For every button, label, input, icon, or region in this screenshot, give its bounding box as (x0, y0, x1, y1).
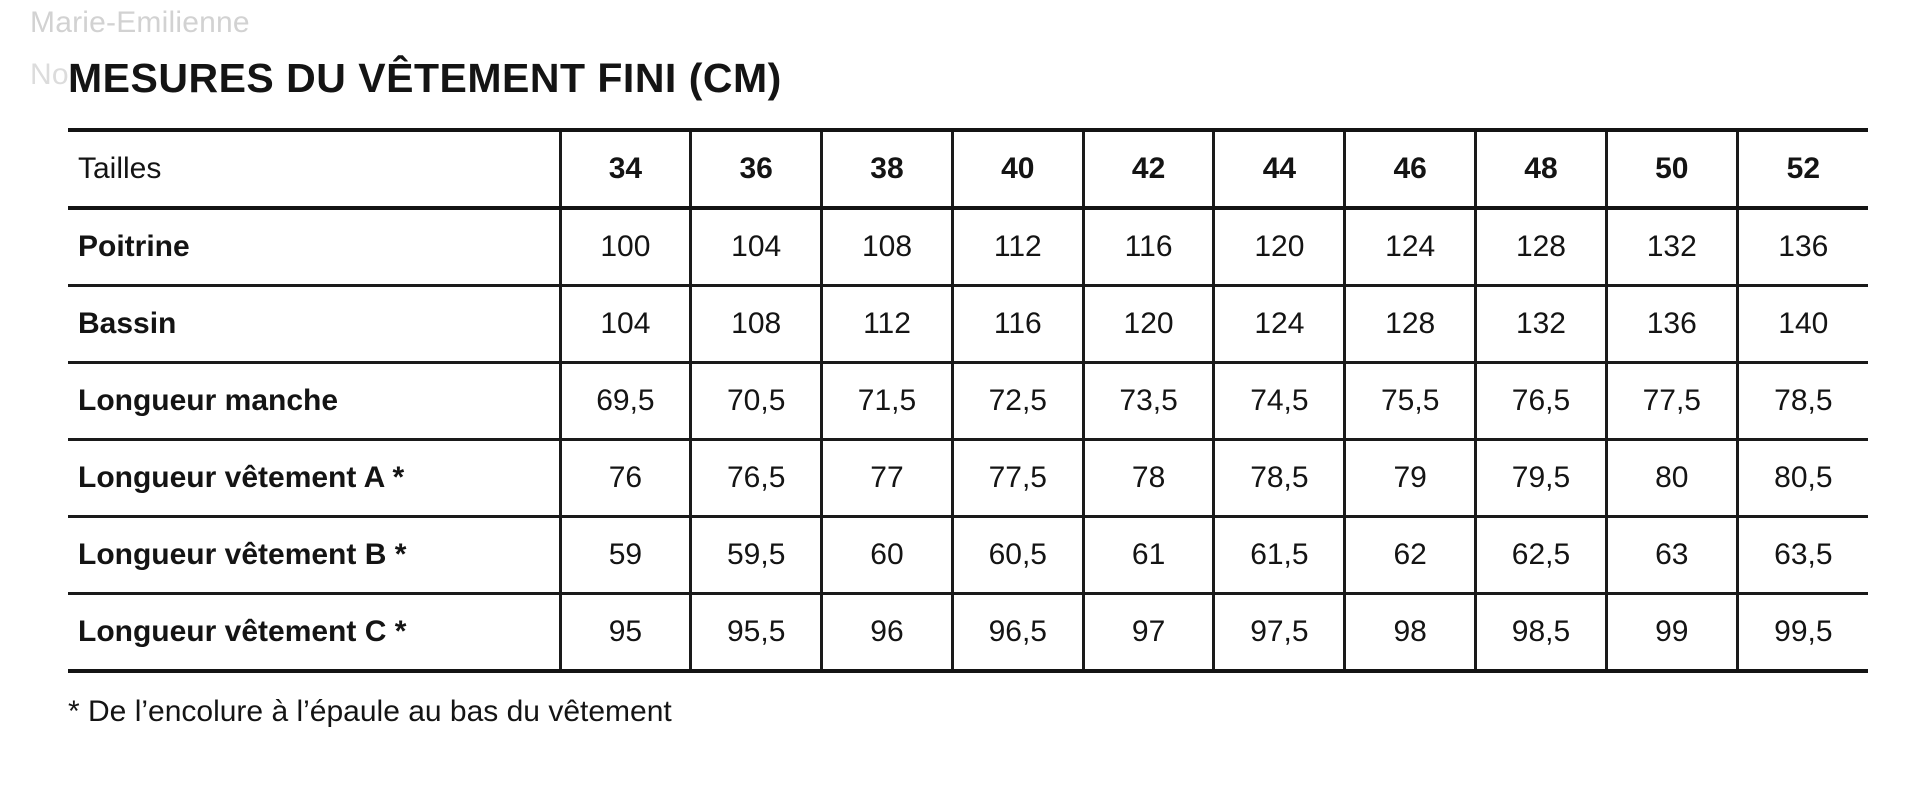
cell-longueur-vetement-b-36: 59,5 (691, 517, 822, 594)
cell-longueur-vetement-c-46: 98 (1345, 594, 1476, 672)
table-row (68, 286, 1868, 363)
column-header-size-48: 48 (1476, 130, 1607, 208)
table-row (68, 363, 1868, 440)
table-row (68, 440, 1868, 517)
cell-bassin-44: 124 (1214, 286, 1345, 363)
cell-longueur-manche-38: 71,5 (822, 363, 953, 440)
cell-longueur-manche-42: 73,5 (1083, 363, 1214, 440)
column-header-size-38: 38 (822, 130, 953, 208)
cell-longueur-vetement-b-44: 61,5 (1214, 517, 1345, 594)
column-header-sizes: Tailles (78, 152, 162, 185)
cell-longueur-vetement-c-44: 97,5 (1214, 594, 1345, 672)
row-label-longueur-vetement-b: Longueur vêtement B * (78, 538, 407, 571)
cell-longueur-vetement-a-50: 80 (1606, 440, 1737, 517)
row-label-longueur-manche: Longueur manche (78, 384, 339, 417)
cell-longueur-manche-50: 77,5 (1606, 363, 1737, 440)
cell-longueur-vetement-b-48: 62,5 (1476, 517, 1607, 594)
cell-poitrine-46: 124 (1345, 208, 1476, 286)
cell-poitrine-34: 100 (560, 208, 691, 286)
cell-bassin-40: 116 (952, 286, 1083, 363)
cell-bassin-34: 104 (560, 286, 691, 363)
column-header-size-52: 52 (1737, 130, 1868, 208)
cell-longueur-vetement-b-40: 60,5 (952, 517, 1083, 594)
cell-longueur-vetement-c-36: 95,5 (691, 594, 822, 672)
watermark-secondary: No (30, 58, 69, 91)
table-row (68, 208, 1868, 286)
cell-longueur-manche-48: 76,5 (1476, 363, 1607, 440)
cell-longueur-vetement-b-42: 61 (1083, 517, 1214, 594)
table-row (68, 517, 1868, 594)
cell-longueur-vetement-a-52: 80,5 (1737, 440, 1868, 517)
cell-longueur-vetement-b-50: 63 (1606, 517, 1737, 594)
cell-bassin-48: 132 (1476, 286, 1607, 363)
cell-longueur-manche-44: 74,5 (1214, 363, 1345, 440)
table-row (68, 594, 1868, 672)
cell-longueur-vetement-a-46: 79 (1345, 440, 1476, 517)
cell-bassin-36: 108 (691, 286, 822, 363)
cell-longueur-vetement-c-38: 96 (822, 594, 953, 672)
finished-garment-measurements-table (68, 128, 1868, 673)
table-footnote: * De l’encolure à l’épaule au bas du vêtement (68, 695, 672, 728)
cell-poitrine-42: 116 (1083, 208, 1214, 286)
cell-longueur-vetement-c-40: 96,5 (952, 594, 1083, 672)
row-label-bassin: Bassin (78, 307, 177, 340)
cell-bassin-38: 112 (822, 286, 953, 363)
cell-longueur-vetement-a-42: 78 (1083, 440, 1214, 517)
cell-longueur-vetement-b-52: 63,5 (1737, 517, 1868, 594)
cell-poitrine-40: 112 (952, 208, 1083, 286)
cell-longueur-vetement-a-38: 77 (822, 440, 953, 517)
cell-poitrine-48: 128 (1476, 208, 1607, 286)
cell-longueur-vetement-a-48: 79,5 (1476, 440, 1607, 517)
row-label-poitrine: Poitrine (78, 230, 190, 263)
column-header-size-46: 46 (1345, 130, 1476, 208)
cell-longueur-vetement-a-40: 77,5 (952, 440, 1083, 517)
cell-longueur-vetement-c-34: 95 (560, 594, 691, 672)
cell-longueur-manche-46: 75,5 (1345, 363, 1476, 440)
cell-longueur-manche-40: 72,5 (952, 363, 1083, 440)
cell-longueur-manche-36: 70,5 (691, 363, 822, 440)
cell-poitrine-38: 108 (822, 208, 953, 286)
column-header-size-34: 34 (560, 130, 691, 208)
table-header-row (68, 130, 1868, 208)
cell-longueur-vetement-a-34: 76 (560, 440, 691, 517)
cell-bassin-42: 120 (1083, 286, 1214, 363)
cell-longueur-vetement-c-50: 99 (1606, 594, 1737, 672)
cell-longueur-vetement-b-46: 62 (1345, 517, 1476, 594)
column-header-size-36: 36 (691, 130, 822, 208)
column-header-size-42: 42 (1083, 130, 1214, 208)
cell-bassin-52: 140 (1737, 286, 1868, 363)
watermark-primary: Marie-Emilienne (30, 6, 250, 39)
cell-poitrine-44: 120 (1214, 208, 1345, 286)
column-header-size-40: 40 (952, 130, 1083, 208)
cell-longueur-manche-34: 69,5 (560, 363, 691, 440)
column-header-size-50: 50 (1606, 130, 1737, 208)
cell-longueur-vetement-c-52: 99,5 (1737, 594, 1868, 672)
cell-longueur-manche-52: 78,5 (1737, 363, 1868, 440)
row-label-longueur-vetement-c: Longueur vêtement C * (78, 615, 407, 648)
cell-bassin-50: 136 (1606, 286, 1737, 363)
row-label-longueur-vetement-a: Longueur vêtement A * (78, 461, 405, 494)
column-header-size-44: 44 (1214, 130, 1345, 208)
cell-longueur-vetement-c-48: 98,5 (1476, 594, 1607, 672)
cell-poitrine-50: 132 (1606, 208, 1737, 286)
cell-bassin-46: 128 (1345, 286, 1476, 363)
cell-poitrine-36: 104 (691, 208, 822, 286)
cell-longueur-vetement-a-36: 76,5 (691, 440, 822, 517)
cell-longueur-vetement-b-34: 59 (560, 517, 691, 594)
cell-longueur-vetement-b-38: 60 (822, 517, 953, 594)
cell-longueur-vetement-c-42: 97 (1083, 594, 1214, 672)
page-title: MESURES DU VÊTEMENT FINI (CM) (68, 55, 782, 101)
cell-poitrine-52: 136 (1737, 208, 1868, 286)
cell-longueur-vetement-a-44: 78,5 (1214, 440, 1345, 517)
